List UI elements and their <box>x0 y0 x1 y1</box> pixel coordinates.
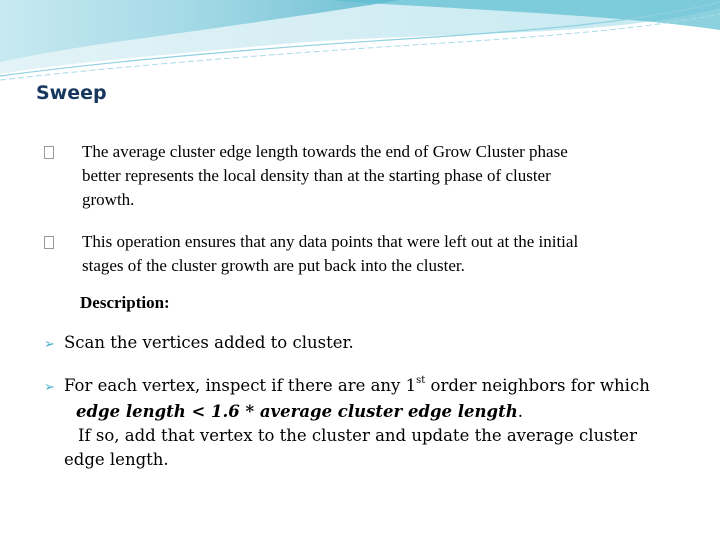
header-wave-decoration <box>0 0 720 90</box>
bullet-list <box>44 140 684 296</box>
arrow-bullet-icon: ➢ <box>44 380 55 395</box>
description-label: Description: <box>80 293 170 312</box>
bullet-text-line: better represents the local density than at the starting phase of cluster <box>82 166 551 185</box>
scan-text: Scan the vertices added to cluster. <box>64 333 354 352</box>
if-so-text: If so, add that vertex to the cluster and update the average cluster <box>78 426 637 445</box>
for-each-text: For each vertex, inspect if there are any 1 <box>64 376 417 395</box>
condition-text: edge length < 1.6 * average cluster edge length <box>76 402 518 421</box>
arrow-bullet-icon: ➢ <box>44 337 55 352</box>
ordinal-superscript: st <box>416 375 426 386</box>
square-bullet-icon <box>44 146 54 159</box>
for-each-item <box>44 374 684 472</box>
if-so-end-text: edge length. <box>64 450 169 469</box>
condition-end: . <box>517 402 523 421</box>
scan-item <box>44 331 684 357</box>
bullet-item <box>44 230 684 278</box>
slide-title: Sweep <box>36 82 107 104</box>
bullet-item <box>44 140 684 212</box>
bullet-text-line: stages of the cluster growth are put back into the cluster. <box>82 256 465 275</box>
bullet-text-line: The average cluster edge length towards the end of Grow Cluster phase <box>82 142 568 161</box>
bullet-text-line: This operation ensures that any data points that were left out at the initial <box>82 232 579 251</box>
for-each-text-end: order neighbors for which <box>425 376 650 395</box>
bullet-text-line: growth. <box>82 190 135 209</box>
square-bullet-icon <box>44 236 54 249</box>
